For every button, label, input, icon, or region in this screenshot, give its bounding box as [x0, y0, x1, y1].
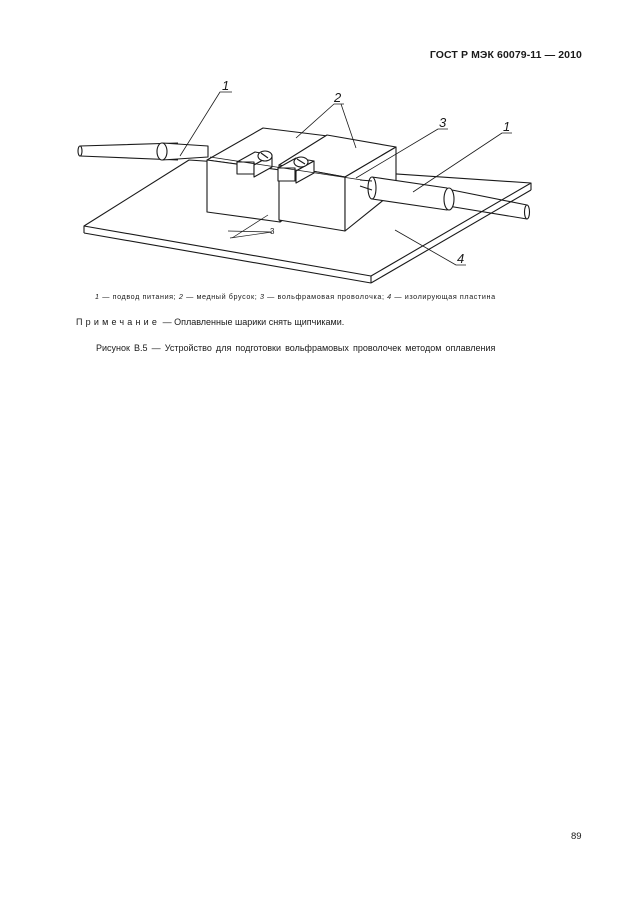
figure-legend — [95, 292, 540, 301]
callout-1-left: 1 — [222, 78, 230, 93]
callout-3: 3 — [439, 115, 447, 130]
power-lead-left — [78, 143, 208, 160]
legend-text-4: — изолирующая пластина — [391, 292, 496, 301]
page-number: 89 — [571, 831, 582, 842]
callout-4: 4 — [457, 251, 465, 266]
figure-caption: Рисунок В.5 — Устройство для подготовки вольфрамовых проволочек методом оплавления — [96, 343, 496, 353]
callout-2: 2 — [334, 90, 342, 105]
legend-text-2: — медный брусок; — [183, 292, 260, 301]
legend-num-4: 4 — [387, 292, 392, 301]
dimension-label: 3 — [270, 227, 275, 236]
legend-num-3: 3 — [259, 292, 265, 301]
note-label: Примечание — [76, 317, 161, 327]
note-text: — Оплавленные шарики снять щипчиками. — [160, 317, 345, 327]
legend-num-1: 1 — [95, 292, 100, 301]
legend-text-1: — подвод питания; — [99, 292, 179, 301]
note — [76, 317, 344, 327]
callout-1-right: 1 — [503, 119, 511, 134]
document-header: ГОСТ Р МЭК 60079-11 — 2010 — [429, 49, 582, 61]
device-drawing — [0, 0, 630, 290]
legend-num-2: 2 — [178, 292, 184, 301]
legend-text-3: — вольфрамовая проволочка; — [264, 292, 388, 301]
